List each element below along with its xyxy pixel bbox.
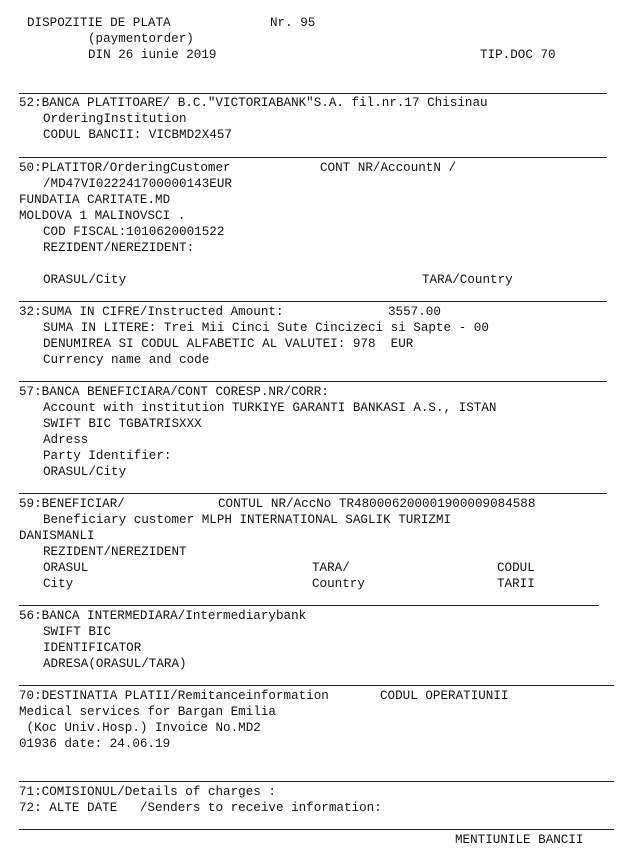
intermediary-bank-label: 56:BANCA INTERMEDIARA/Intermediarybank — [19, 609, 307, 623]
intermediary-identifier: IDENTIFICATOR — [43, 641, 142, 655]
payer-account-label: CONT NR/AccountN / — [320, 161, 457, 175]
divider — [19, 605, 599, 606]
beneficiary-orasul: ORASUL — [43, 561, 89, 575]
divider — [19, 781, 614, 782]
beneficiary-country: Country — [312, 577, 365, 591]
beneficiary-customer: Beneficiary customer MLPH INTERNATIONAL SAGLIK TURIZMI — [43, 513, 452, 527]
payer-address: MOLDOVA 1 MALINOVSCI . — [19, 209, 186, 223]
operation-code-label: CODUL OPERATIUNII — [380, 689, 509, 703]
payer-country-label: TARA/Country — [422, 273, 513, 287]
beneficiary-codul: CODUL — [497, 561, 535, 575]
payer-account: /MD47VI022241700000143EUR — [43, 177, 232, 191]
divider — [19, 493, 607, 494]
beneficiary-bank-swift: SWIFT BIC TGBATRISXXX — [43, 417, 202, 431]
beneficiary-bank-party-identifier: Party Identifier: — [43, 449, 172, 463]
document-title: DISPOZITIE DE PLATA — [27, 16, 171, 30]
document-subtitle: (paymentorder) — [88, 32, 194, 46]
payer-fiscal-code: COD FISCAL:1010620001522 — [43, 225, 225, 239]
destination-label: 70:DESTINATIA PLATII/Remitanceinformation — [19, 689, 329, 703]
beneficiary-bank-label: 57:BANCA BENEFICIARA/CONT CORESP.NR/CORR: — [19, 385, 329, 399]
beneficiary-account: CONTUL NR/AccNo TR480006200001900009084588 — [218, 497, 536, 511]
divider — [19, 301, 607, 302]
payer-bank-line: 52:BANCA PLATITOARE/ B.C."VICTORIABANK"S.A. fil.nr.17 Chisinau — [19, 96, 488, 110]
beneficiary-tarii: TARII — [497, 577, 535, 591]
divider — [19, 381, 607, 382]
charges-details: 71:COMISIONUL/Details of charges : — [19, 785, 276, 799]
amount-in-words: SUMA IN LITERE: Trei Mii Cinci Sute Cincizeci si Sapte - 00 — [43, 321, 489, 335]
payer-bank-ordering-institution: OrderingInstitution — [43, 112, 187, 126]
payer-label: 50:PLATITOR/OrderingCustomer — [19, 161, 231, 175]
document-number: Nr. 95 — [270, 16, 316, 30]
beneficiary-label: 59:BENEFICIAR/ — [19, 497, 125, 511]
payer-name: FUNDATIA CARITATE.MD — [19, 193, 171, 207]
amount-currency: DENUMIREA SI CODUL ALFABETIC AL VALUTEI: 978 EUR — [43, 337, 414, 351]
intermediary-address: ADRESA(ORASUL/TARA) — [43, 657, 187, 671]
beneficiary-resident: REZIDENT/NEREZIDENT — [43, 545, 187, 559]
document-type: TIP.DOC 70 — [480, 48, 556, 62]
amount-label: 32:SUMA IN CIFRE/Instructed Amount: — [19, 305, 284, 319]
bank-notes-label: MENTIUNILE BANCII — [455, 833, 584, 847]
beneficiary-bank-city: ORASUL/City — [43, 465, 127, 479]
beneficiary-city: City — [43, 577, 74, 591]
divider — [19, 93, 607, 94]
destination-line: 01936 date: 24.06.19 — [19, 737, 171, 751]
amount-currency-label: Currency name and code — [43, 353, 210, 367]
beneficiary-tara: TARA/ — [312, 561, 350, 575]
payer-resident: REZIDENT/NEREZIDENT: — [43, 241, 195, 255]
beneficiary-bank-institution: Account with institution TURKIYE GARANTI BANKASI A.S., ISTAN — [43, 401, 497, 415]
divider — [19, 685, 614, 686]
intermediary-swift: SWIFT BIC — [43, 625, 112, 639]
payer-city-label: ORASUL/City — [43, 273, 127, 287]
destination-line: (Koc Univ.Hosp.) Invoice No.MD2 — [19, 721, 261, 735]
destination-line: Medical services for Bargan Emilia — [19, 705, 276, 719]
beneficiary-bank-address: Adress — [43, 433, 89, 447]
amount-value: 3557.00 — [388, 305, 441, 319]
beneficiary-customer-continued: DANISMANLI — [19, 529, 95, 543]
payer-bank-code: CODUL BANCII: VICBMD2X457 — [43, 128, 232, 142]
other-data: 72: ALTE DATE /Senders to receive information: — [19, 801, 382, 815]
document-date: DIN 26 iunie 2019 — [88, 48, 217, 62]
divider — [19, 157, 607, 158]
divider — [19, 829, 614, 830]
